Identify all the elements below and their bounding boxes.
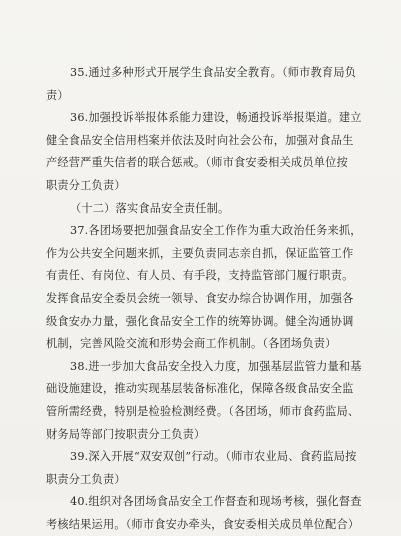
text-line: 责）	[46, 88, 69, 102]
text-line: 健全食品安全信用档案并依法及时向社会公布，加强对食品生	[46, 133, 354, 147]
text-line: 37.各团场要把加强食品安全工作作为重大政治任务来抓，	[70, 224, 362, 238]
text-line: 职责分工负责）	[46, 472, 126, 486]
text-line: 职责分工负责）	[46, 178, 126, 192]
text-line: 40.组织对各团场食品安全工作督查和现场考核，强化督查	[70, 495, 362, 509]
text-line: 考核结果运用。（师市食安办牵头，食安委相关成员单位配合）	[46, 517, 360, 531]
text-line: 产经营严重失信者的联合惩戒。（师市食安委相关成员单位按	[46, 156, 348, 170]
text-line: 36.加强投诉举报体系能力建设，畅通投诉举报渠道。建立	[70, 111, 362, 125]
text-line: 作为公共安全问题来抓，主要负责同志亲自抓，保证监管工作	[46, 246, 354, 260]
text-line: 39.深入开展“双安双创”行动。（师市农业局、食药监局按	[70, 450, 357, 464]
text-line: 级食安办力量，强化食品安全工作的统筹协调。健全沟通协调	[46, 314, 354, 328]
text-line: 38.进一步加大食品安全投入力度，加强基层监管力量和基	[70, 359, 362, 373]
text-line: 财务局等部门按职责分工负责）	[46, 427, 206, 441]
text-line: 础设施建设，推动实现基层装备标准化，保障各级食品安全监	[46, 382, 354, 396]
text-line: 35.通过多种形式开展学生食品安全教育。（师市教育局负	[70, 66, 357, 79]
section-heading: （十二）落实食品安全责任制。	[70, 201, 230, 215]
document-body	[46, 62, 362, 536]
text-line: 有责任、有岗位、有人员、有手段，支持监管部门履行职责。	[46, 269, 354, 283]
text-line: 管所需经费，特别是检验检测经费。（各团场，师市食药监局、	[46, 404, 360, 418]
text-line: 机制，完善风险交流和形势会商工作机制。（各团场负责）	[46, 337, 337, 351]
text-line: 发挥食品安全委员会统一领导、食安办综合协调作用，加强各	[46, 291, 354, 305]
